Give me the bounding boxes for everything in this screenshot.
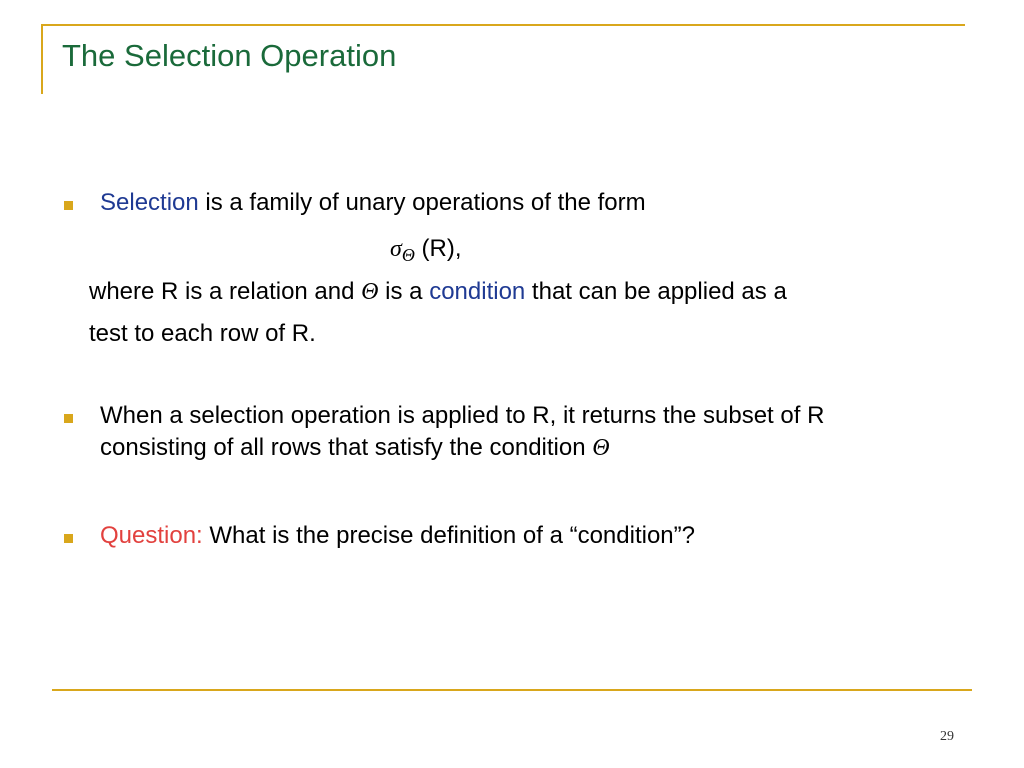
title-accent-vertical-rule bbox=[41, 24, 43, 94]
sigma-symbol: σ bbox=[390, 236, 402, 262]
bullet-2-line-2-text: consisting of all rows that satisfy the condition bbox=[100, 434, 593, 461]
formula-argument: (R), bbox=[414, 235, 462, 262]
bullet-1-line-4: test to each row of R. bbox=[89, 320, 316, 347]
bullet-1-line-3-mid: is a bbox=[378, 278, 430, 305]
question-text: What is the precise definition of a “condition”? bbox=[202, 522, 695, 549]
bullet-1-line-3 bbox=[89, 276, 787, 308]
term-selection: Selection bbox=[100, 189, 199, 216]
bullet-marker-icon bbox=[64, 414, 73, 423]
title-accent-horizontal-rule bbox=[41, 24, 965, 26]
question-label: Question: bbox=[100, 522, 203, 549]
bullet-marker-icon bbox=[64, 201, 73, 210]
bullet-1-line-3-post: that can be applied as a bbox=[525, 278, 787, 305]
theta-symbol: Θ bbox=[361, 279, 379, 305]
selection-formula bbox=[390, 233, 462, 266]
theta-symbol: Θ bbox=[592, 435, 610, 461]
theta-subscript: Θ bbox=[401, 245, 415, 265]
footer-rule bbox=[52, 689, 972, 691]
bullet-1-line-1-text: is a family of unary operations of the form bbox=[198, 189, 646, 216]
bullet-2-line-1: When a selection operation is applied to R, it returns the subset of R bbox=[100, 402, 825, 429]
page-number: 29 bbox=[940, 729, 954, 744]
bullet-3-line-1 bbox=[100, 520, 695, 552]
bullet-1-line-1 bbox=[100, 187, 646, 219]
term-condition: condition bbox=[429, 278, 526, 305]
bullet-marker-icon bbox=[64, 534, 73, 543]
bullet-1-line-3-pre: where R is a relation and bbox=[89, 278, 362, 305]
slide-title: The Selection Operation bbox=[62, 38, 397, 73]
bullet-2-line-2 bbox=[100, 432, 610, 464]
